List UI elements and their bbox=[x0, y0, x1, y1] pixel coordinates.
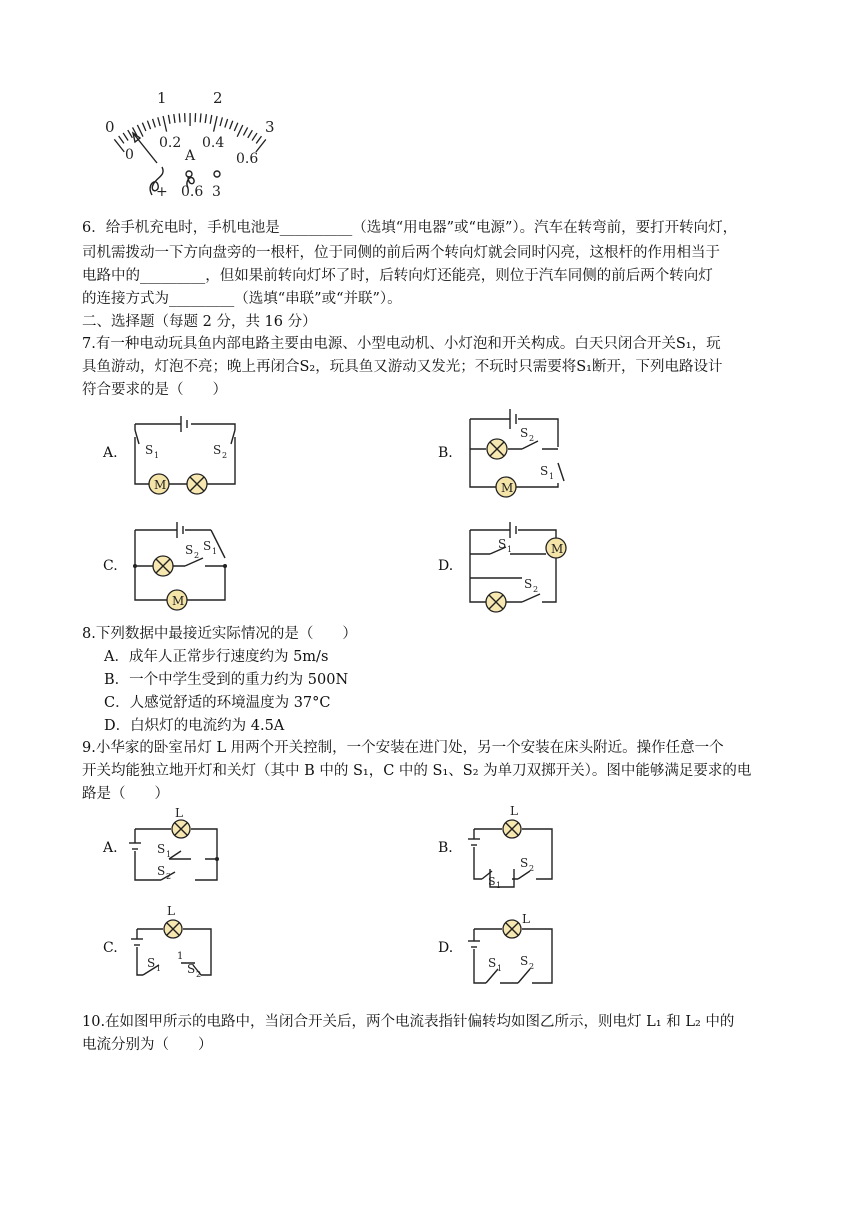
meter-top-0: 0 bbox=[105, 118, 115, 136]
svg-text:1: 1 bbox=[212, 547, 218, 556]
meter-bottom-04: 0.4 bbox=[202, 135, 225, 151]
q7-option-a-label: A. bbox=[103, 445, 118, 461]
svg-text:S: S bbox=[213, 443, 222, 457]
q6-line-4: 的连接方式为_________（选填“串联”或“并联”）。 bbox=[82, 291, 402, 307]
svg-text:S: S bbox=[147, 956, 156, 970]
meter-top-2: 2 bbox=[213, 89, 223, 107]
svg-text:2: 2 bbox=[529, 962, 535, 971]
svg-text:S: S bbox=[520, 954, 529, 968]
svg-text:2: 2 bbox=[533, 585, 539, 594]
q9-option-a-label: A. bbox=[103, 840, 118, 856]
svg-text:S: S bbox=[520, 426, 529, 440]
svg-text:S: S bbox=[185, 543, 194, 557]
q10-line-1: 10.在如图甲所示的电路中，当闭合开关后，两个电流表指针偏转均如图乙所示，则电灯 L₁ 和 L₂ 中的 bbox=[82, 1014, 735, 1030]
q9-line-2: 开关均能独立地开灯和关灯（其中 B 中的 S₁，C 中的 S₁、S₂ 为单刀双掷开关）。图中能够满足要求的电 bbox=[82, 763, 752, 779]
svg-text:2: 2 bbox=[529, 864, 535, 873]
q7-line-2: 具鱼游动，灯泡不亮；晚上再闭合S₂，玩具鱼又游动又发光；不玩时只需要将S₁断开，下列电路设计 bbox=[82, 359, 723, 375]
svg-text:2: 2 bbox=[222, 451, 228, 460]
q9-option-c-label: C. bbox=[103, 940, 118, 956]
svg-text:S: S bbox=[488, 956, 497, 970]
terminal-06: 0.6 bbox=[181, 184, 204, 200]
meter-bottom-02: 0.2 bbox=[159, 135, 182, 151]
svg-text:S: S bbox=[203, 539, 212, 553]
q7-line-1: 7.有一种电动玩具鱼内部电路主要由电源、小型电动机、小灯泡和开关构成。白天只闭合开关S₁，玩 bbox=[82, 336, 721, 352]
svg-text:S: S bbox=[157, 864, 166, 878]
svg-text:1: 1 bbox=[154, 451, 160, 460]
meter-bottom-0: 0 bbox=[125, 147, 134, 163]
q7-circuit-c bbox=[125, 518, 240, 613]
q9-line-1: 9.小华家的卧室吊灯 L 用两个开关控制，一个安装在进门处，另一个安装在床头附近。操作任意一个 bbox=[82, 740, 724, 756]
svg-text:S: S bbox=[187, 962, 196, 976]
svg-text:S: S bbox=[488, 875, 496, 888]
q9-option-b-label: B. bbox=[438, 840, 453, 856]
svg-text:2: 2 bbox=[166, 872, 172, 881]
svg-text:1: 1 bbox=[549, 472, 555, 481]
terminal-3: 3 bbox=[212, 184, 221, 200]
q7-option-c-label: C. bbox=[103, 558, 118, 574]
svg-text:L: L bbox=[167, 904, 175, 918]
svg-text:S: S bbox=[498, 537, 507, 551]
svg-text:S: S bbox=[540, 464, 549, 478]
terminal-plus: + bbox=[156, 184, 168, 200]
q7-circuit-d bbox=[460, 518, 575, 613]
q7-circuit-a bbox=[125, 412, 250, 497]
q8-option-a: A．成年人正常步行速度约为 5m/s bbox=[104, 649, 329, 665]
q8-option-d: D．白炽灯的电流约为 4.5A bbox=[104, 718, 285, 734]
svg-text:S: S bbox=[524, 577, 533, 591]
svg-text:M: M bbox=[501, 481, 514, 495]
q7-option-b-label: B. bbox=[438, 445, 453, 461]
q9-option-d-label: D. bbox=[438, 940, 454, 956]
svg-text:1: 1 bbox=[507, 545, 513, 554]
svg-text:M: M bbox=[154, 478, 167, 492]
meter-bottom-06: 0.6 bbox=[236, 151, 259, 167]
ammeter-dial-figure bbox=[95, 85, 285, 205]
svg-text:L: L bbox=[175, 806, 183, 820]
svg-text:2: 2 bbox=[194, 551, 200, 560]
q6-line-3: 电路中的_________，但如果前转向灯坏了时，后转向灯还能亮，则位于汽车同侧的前后两个转向灯 bbox=[82, 268, 713, 284]
svg-text:1: 1 bbox=[177, 951, 184, 962]
q9-line-3: 路是（ ） bbox=[82, 786, 169, 802]
q9-circuit-a bbox=[125, 805, 225, 885]
q8-option-c: C．人感觉舒适的环境温度为 37°C bbox=[104, 695, 331, 711]
q9-circuit-c bbox=[125, 903, 225, 983]
svg-text:M: M bbox=[551, 542, 564, 556]
q8-option-b: B．一个中学生受到的重力约为 500N bbox=[104, 672, 349, 688]
q7-circuit-b bbox=[460, 405, 570, 500]
q9-circuit-d bbox=[460, 903, 560, 988]
svg-text:S: S bbox=[157, 842, 166, 856]
svg-text:2: 2 bbox=[529, 434, 535, 443]
meter-top-1: 1 bbox=[157, 89, 167, 107]
svg-text:1: 1 bbox=[156, 964, 162, 973]
q9-circuit-b bbox=[460, 805, 560, 890]
section2-title: 二、选择题（每题 2 分，共 16 分） bbox=[82, 314, 317, 330]
q6-line-1: 6．给手机充电时，手机电池是__________（选填“用电器”或“电源”）。汽车在转弯前，要打开转向灯， bbox=[82, 220, 738, 236]
q8-stem: 8.下列数据中最接近实际情况的是（ ） bbox=[82, 626, 357, 642]
svg-text:S: S bbox=[520, 856, 529, 870]
svg-text:1: 1 bbox=[166, 850, 172, 859]
svg-text:L: L bbox=[522, 912, 530, 926]
svg-text:M: M bbox=[172, 594, 185, 608]
meter-top-3: 3 bbox=[265, 118, 275, 136]
meter-unit: A bbox=[185, 148, 196, 164]
meter-needle bbox=[133, 133, 157, 163]
svg-text:1: 1 bbox=[496, 881, 502, 890]
svg-text:L: L bbox=[510, 804, 518, 818]
q7-option-d-label: D. bbox=[438, 558, 454, 574]
svg-text:1: 1 bbox=[497, 964, 503, 973]
q6-line-2: 司机需拨动一下方向盘旁的一根杆，位于同侧的前后两个转向灯就会同时闪亮，这根杆的作用相当于 bbox=[82, 245, 720, 261]
svg-text:2: 2 bbox=[196, 970, 202, 979]
svg-text:S: S bbox=[145, 443, 154, 457]
q10-line-2: 电流分别为（ ） bbox=[82, 1037, 213, 1053]
q7-line-3: 符合要求的是（ ） bbox=[82, 382, 227, 398]
